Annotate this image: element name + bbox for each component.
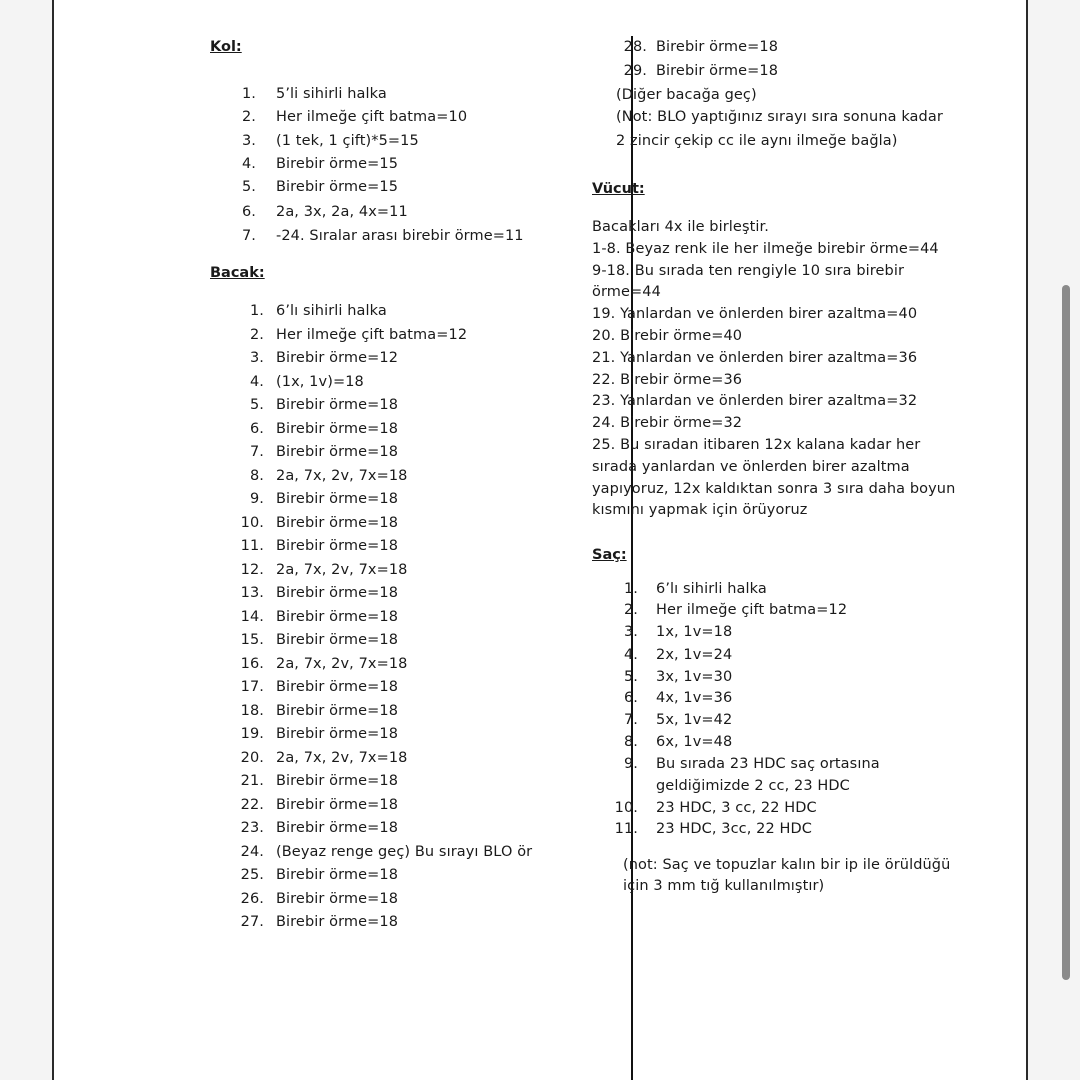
text-line: 9-18. Bu sırada ten rengiyle 10 sıra birebir [592, 263, 905, 279]
list-item-number: 13. [240, 585, 264, 601]
list-item-number: 6. [241, 204, 256, 220]
list-item-text: Birebir örme=18 [656, 63, 779, 79]
list-item-number: 16. [240, 656, 264, 672]
section-heading-kol: Kol: [210, 39, 242, 55]
list-item-text: Birebir örme=18 [276, 867, 399, 883]
list-item-text: Bu sırada 23 HDC saç ortasına [656, 756, 880, 772]
text-line: 23. Yanlardan ve önlerden birer azaltma=32 [592, 393, 918, 409]
list-item-text: Birebir örme=18 [276, 421, 399, 437]
list-item-number: 19. [240, 726, 264, 742]
list-item-text: Birebir örme=18 [276, 679, 399, 695]
list-item-text: Birebir örme=18 [276, 515, 399, 531]
list-item-number: 5. [623, 669, 638, 685]
text-line: 21. Yanlardan ve önlerden birer azaltma=36 [592, 350, 918, 366]
text-line: (not: Saç ve topuzlar kalın bir ip ile örüldüğü [623, 857, 951, 873]
list-item-text: Birebir örme=18 [276, 914, 399, 930]
text-line: (Diğer bacağa geç) [616, 87, 757, 103]
list-item-number: 3. [241, 133, 256, 149]
list-item-number: 5. [249, 397, 264, 413]
list-item-number: 9. [623, 756, 638, 772]
list-item-text: 4x, 1v=36 [656, 690, 733, 706]
text-line: sırada yanlardan ve önlerden birer azaltma [592, 459, 910, 475]
list-item-number: 11. [240, 538, 264, 554]
list-item-number: 24. [240, 844, 264, 860]
list-item-number: 3. [249, 350, 264, 366]
list-item-number: 17. [240, 679, 264, 695]
list-item-number: 3. [623, 624, 638, 640]
list-item-text: Birebir örme=15 [276, 156, 399, 172]
list-item-number: 14. [240, 609, 264, 625]
list-item-number: 8. [623, 734, 638, 750]
document-page [52, 0, 1028, 1080]
list-item-text: Birebir örme=18 [276, 773, 399, 789]
list-item-number: 25. [240, 867, 264, 883]
list-item-text: Birebir örme=18 [276, 891, 399, 907]
list-item-text: (1 tek, 1 çift)*5=15 [276, 133, 419, 149]
list-item-text: Birebir örme=18 [276, 797, 399, 813]
list-item-number: 29. [623, 63, 647, 79]
list-item-number: 7. [623, 712, 638, 728]
list-item-number: 28. [623, 39, 647, 55]
list-item-number: 1. [249, 303, 264, 319]
list-item-text: 6’lı sihirli halka [656, 581, 767, 597]
list-item-number: 10. [240, 515, 264, 531]
list-item-number: 22. [240, 797, 264, 813]
text-line: 19. Yanlardan ve önlerden birer azaltma=40 [592, 306, 918, 322]
text-line: için 3 mm tığ kullanılmıştır) [623, 878, 825, 894]
list-item-text: (Beyaz renge geç) Bu sırayı BLO ör [276, 844, 533, 860]
list-item-text: 2x, 1v=24 [656, 647, 733, 663]
list-item-number: 6. [623, 690, 638, 706]
list-item-number: 2. [249, 327, 264, 343]
list-item-number: 21. [240, 773, 264, 789]
text-line: 22. Birebir örme=36 [592, 372, 743, 388]
list-item-text: 2a, 3x, 2a, 4x=11 [276, 204, 408, 220]
list-item-text: Birebir örme=18 [276, 444, 399, 460]
list-item-number: 20. [240, 750, 264, 766]
list-item-number: 9. [249, 491, 264, 507]
list-item-number: 8. [249, 468, 264, 484]
list-item-text: 6’lı sihirli halka [276, 303, 387, 319]
list-item-text: Her ilmeğe çift batma=12 [276, 327, 468, 343]
list-item-text: 2a, 7x, 2v, 7x=18 [276, 562, 408, 578]
text-line: 2 zincir çekip cc ile aynı ilmeğe bağla) [616, 133, 898, 149]
list-item-text: 2a, 7x, 2v, 7x=18 [276, 656, 408, 672]
list-item-number: 26. [240, 891, 264, 907]
list-item-text: Birebir örme=18 [276, 609, 399, 625]
list-item-number: 27. [240, 914, 264, 930]
list-item-text: (1x, 1v)=18 [276, 374, 364, 390]
list-item-text: Birebir örme=18 [276, 703, 399, 719]
list-item-number: 18. [240, 703, 264, 719]
section-heading-bacak: Bacak: [210, 265, 265, 281]
section-heading-vucut: Vücut: [592, 181, 645, 197]
text-line: kısmını yapmak için örüyoruz [592, 502, 808, 518]
list-item-text: 3x, 1v=30 [656, 669, 733, 685]
list-item-text: Birebir örme=18 [276, 538, 399, 554]
list-item-text: 6x, 1v=48 [656, 734, 733, 750]
list-item-number: 7. [241, 228, 256, 244]
list-item-number: 6. [249, 421, 264, 437]
list-item-text: 2a, 7x, 2v, 7x=18 [276, 750, 408, 766]
list-item-text: 5x, 1v=42 [656, 712, 733, 728]
list-item-text: 2a, 7x, 2v, 7x=18 [276, 468, 408, 484]
list-item-text: Birebir örme=18 [276, 632, 399, 648]
list-item-number: 23. [240, 820, 264, 836]
list-item-text: Birebir örme=18 [656, 39, 779, 55]
scrollbar-thumb[interactable] [1062, 285, 1070, 980]
text-line: 25. Bu sıradan itibaren 12x kalana kadar her [592, 437, 921, 453]
list-item-text: Birebir örme=18 [276, 491, 399, 507]
list-item-number: 5. [241, 179, 256, 195]
list-item-number: 1. [623, 581, 638, 597]
list-item-number: 2. [241, 109, 256, 125]
list-item-text: Her ilmeğe çift batma=12 [656, 602, 848, 618]
list-item-number: 12. [240, 562, 264, 578]
list-item-text: geldiğimizde 2 cc, 23 HDC [656, 778, 850, 794]
list-item-text: -24. Sıralar arası birebir örme=11 [276, 228, 524, 244]
list-item-text: Her ilmeğe çift batma=10 [276, 109, 468, 125]
list-item-text: Birebir örme=18 [276, 397, 399, 413]
list-item-number: 2. [623, 602, 638, 618]
list-item-text: 5’li sihirli halka [276, 86, 387, 102]
text-line: yapıyoruz, 12x kaldıktan sonra 3 sıra daha boyun [592, 481, 956, 497]
text-line: Bacakları 4x ile birleştir. [592, 219, 769, 235]
text-line: örme=44 [592, 284, 661, 300]
list-item-number: 4. [623, 647, 638, 663]
list-item-text: Birebir örme=18 [276, 820, 399, 836]
list-item-number: 4. [241, 156, 256, 172]
text-line: 24. Birebir örme=32 [592, 415, 743, 431]
list-item-number: 7. [249, 444, 264, 460]
list-item-text: Birebir örme=18 [276, 726, 399, 742]
list-item-number: 11. [614, 821, 638, 837]
list-item-text: 1x, 1v=18 [656, 624, 733, 640]
list-item-text: 23 HDC, 3cc, 22 HDC [656, 821, 813, 837]
list-item-number: 10. [614, 800, 638, 816]
text-line: 20. Birebir örme=40 [592, 328, 743, 344]
section-heading-sac: Saç: [592, 547, 627, 563]
list-item-text: Birebir örme=18 [276, 585, 399, 601]
text-line: (Not: BLO yaptığınız sırayı sıra sonuna kadar [616, 109, 943, 125]
list-item-number: 15. [240, 632, 264, 648]
list-item-number: 4. [249, 374, 264, 390]
list-item-text: 23 HDC, 3 cc, 22 HDC [656, 800, 817, 816]
text-line: 1-8. Beyaz renk ile her ilmeğe birebir örme=44 [592, 241, 939, 257]
list-item-text: Birebir örme=12 [276, 350, 399, 366]
list-item-text: Birebir örme=15 [276, 179, 399, 195]
list-item-number: 1. [241, 86, 256, 102]
